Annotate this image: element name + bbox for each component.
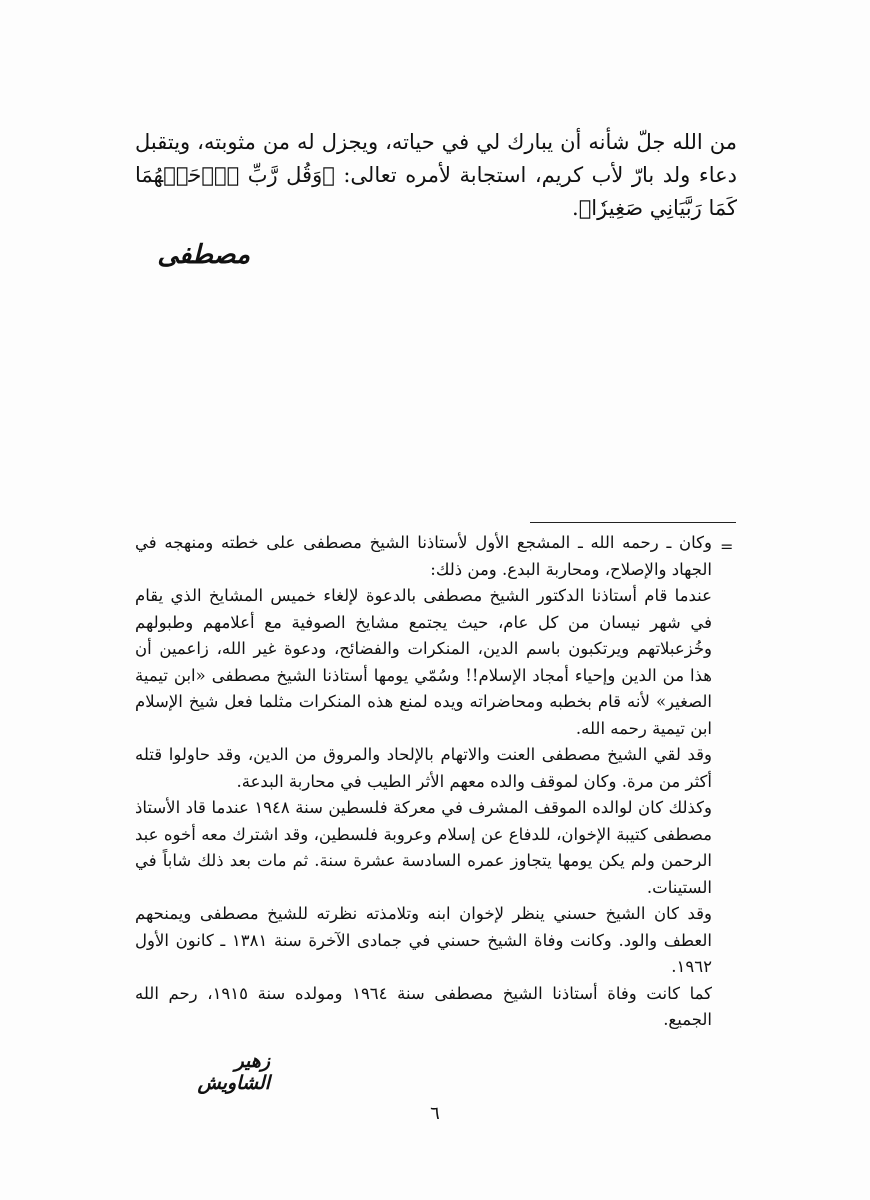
footnote-paragraph: وقد كان الشيخ حسني ينظر لإخوان ابنه وتلامذته نظرته للشيخ مصطفى ويمنحهم العطف والود. وكانت وفاة الشيخ حسني في جمادى الآخرة سنة ١٣٨١ ـ كانون الأول ١٩٦٢. bbox=[135, 904, 712, 976]
page-number: ٦ bbox=[430, 1103, 440, 1124]
main-paragraph: من الله جلّ شأنه أن يبارك لي في حياته، ويجزل له من مثوبته، ويتقبل دعاء ولد بارّ لأب كريم، استجابة لأمره تعالى: ﴿وَقُل رَّبِّ ٱرۡحَمۡهُمَا كَمَا رَبَّيَانِي صَغِيرٗا﴾. bbox=[135, 130, 737, 220]
signature-zuhair-al-shawish: زهير الشاويش bbox=[197, 1050, 270, 1094]
footnotes-block bbox=[135, 530, 712, 1034]
footnote-paragraph: كما كانت وفاة أستاذنا الشيخ مصطفى سنة ١٩٦٤ ومولده سنة ١٩١٥، رحم الله الجميع. bbox=[135, 983, 712, 1029]
footnote-paragraph: وكان ـ رحمه الله ـ المشجع الأول لأستاذنا الشيخ مصطفى على خطته ومنهجه في الجهاد والإصلاح، ومحاربة البدع. ومن ذلك: bbox=[135, 533, 712, 579]
footnote-separator-line bbox=[530, 522, 736, 523]
footnote-paragraph: عندما قام أستاذنا الدكتور الشيخ مصطفى بالدعوة لإلغاء خميس المشايخ الذي يقام في شهر نيسان من كل عام، حيث يجتمع مشايخ الصوفية مع أعلامهم وطبولهم وخُزعبلاتهم ويرتكبون باسم الدين، المنكرات والفضائح، ودعوة غير الله، زاعمين أن هذا من الدين وإحياء أمجاد الإسلام!! وسُمّي يومها أستاذنا الشيخ مصطفى «ابن تيمية الصغير» لأنه قام بخطبه ومحاضراته ويده لمنع هذه المنكرات مثلما فعل شيخ الإسلام ابن تيمية رحمه الله. bbox=[135, 586, 712, 738]
footnote-paragraph: وكذلك كان لوالده الموقف المشرف في معركة فلسطين سنة ١٩٤٨ عندما قاد الأستاذ مصطفى كتيبة الإخوان، للدفاع عن إسلام وعروبة فلسطين، وقد اشترك معه أخوه عبد الرحمن ولم يكن يومها يتجاوز عمره السادسة عشرة سنة. ثم مات بعد ذلك شاباً في الستينات. bbox=[135, 798, 712, 897]
signature-mustafa: مصطفى bbox=[157, 240, 250, 270]
footnote-continuation-marker: = bbox=[720, 537, 734, 556]
footnote-paragraph: وقد لقي الشيخ مصطفى العنت والاتهام بالإلحاد والمروق من الدين، وقد حاولوا قتله أكثر من مرة. وكان لموقف والده معهم الأثر الطيب في محاربة البدعة. bbox=[135, 745, 712, 791]
main-text-block bbox=[135, 126, 737, 225]
